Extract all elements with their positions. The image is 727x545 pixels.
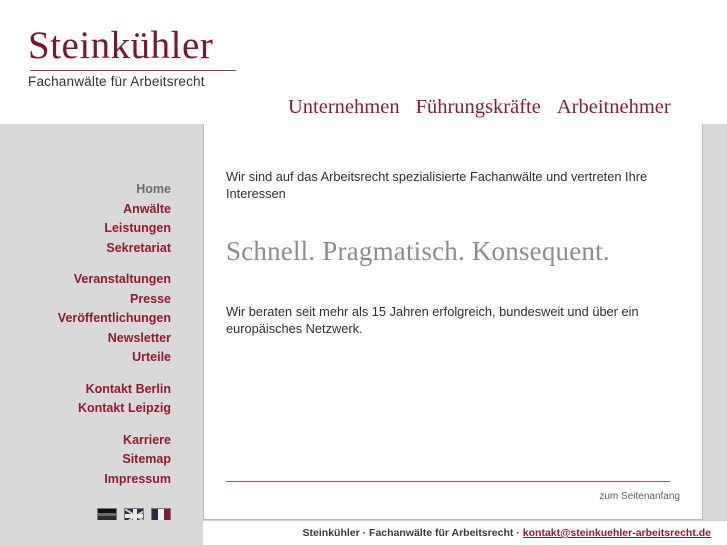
sidebar-group-divider	[0, 258, 171, 270]
content-card	[203, 124, 703, 520]
logo[interactable]	[28, 24, 248, 89]
sidebar-item-sekretariat[interactable]: Sekretariat	[106, 240, 171, 255]
claim-headline: Schnell. Pragmatisch. Konsequent.	[226, 236, 610, 266]
sidebar-item-veroeffentlichungen[interactable]: Veröffentlichungen	[57, 311, 171, 325]
back-to-top-link[interactable]: zum Seitenanfang	[599, 491, 680, 502]
footer-text: Steinkühler · Fachanwälte für Arbeitsrecht ·	[302, 527, 520, 539]
sidebar-group-divider	[0, 368, 171, 380]
footer	[203, 520, 727, 545]
sidebar-group-divider	[0, 419, 171, 431]
content-divider	[226, 481, 670, 482]
body-paragraph: Wir beraten seit mehr als 15 Jahren erfolgreich, bundesweit und über ein europäisches Netzwerk.	[226, 304, 639, 336]
logo-wordmark: Steinkühler	[28, 24, 214, 67]
sidebar-item-home[interactable]: Home	[136, 182, 171, 196]
sidebar-item-urteile[interactable]: Urteile	[132, 350, 171, 364]
sidebar-item-sitemap[interactable]: Sitemap	[122, 452, 171, 466]
sidebar-item-kontakt-leipzig[interactable]: Kontakt Leipzig	[77, 401, 171, 415]
sidebar-item-kontakt-berlin[interactable]: Kontakt Berlin	[85, 381, 171, 396]
intro-text: Wir sind auf das Arbeitsrecht spezialisierte Fachanwälte und vertreten Ihre Interessen	[226, 169, 648, 201]
footer-email-link[interactable]: kontakt@steinkuehler-arbeitsrecht.de	[522, 527, 711, 539]
topnav-item-fuehrungskraefte[interactable]: Führungskräfte	[415, 96, 541, 118]
top-navigation	[288, 96, 671, 119]
topnav-item-unternehmen[interactable]: Unternehmen	[288, 96, 400, 118]
logo-divider	[30, 70, 236, 71]
sidebar-item-impressum[interactable]: Impressum	[104, 471, 171, 486]
page-header	[0, 0, 727, 124]
sidebar-item-leistungen[interactable]: Leistungen	[104, 221, 171, 235]
sidebar-item-presse[interactable]: Presse	[129, 291, 171, 306]
logo-tagline: Fachanwälte für Arbeitsrecht	[28, 74, 205, 89]
sidebar-item-veranstaltungen[interactable]: Veranstaltungen	[73, 272, 171, 286]
sidebar-item-anwaelte[interactable]: Anwälte	[123, 201, 171, 216]
sidebar-item-newsletter[interactable]: Newsletter	[107, 330, 171, 345]
topnav-item-arbeitnehmer[interactable]: Arbeitnehmer	[556, 96, 671, 118]
sidebar-navigation	[0, 180, 185, 489]
sidebar-item-karriere[interactable]: Karriere	[123, 432, 171, 447]
